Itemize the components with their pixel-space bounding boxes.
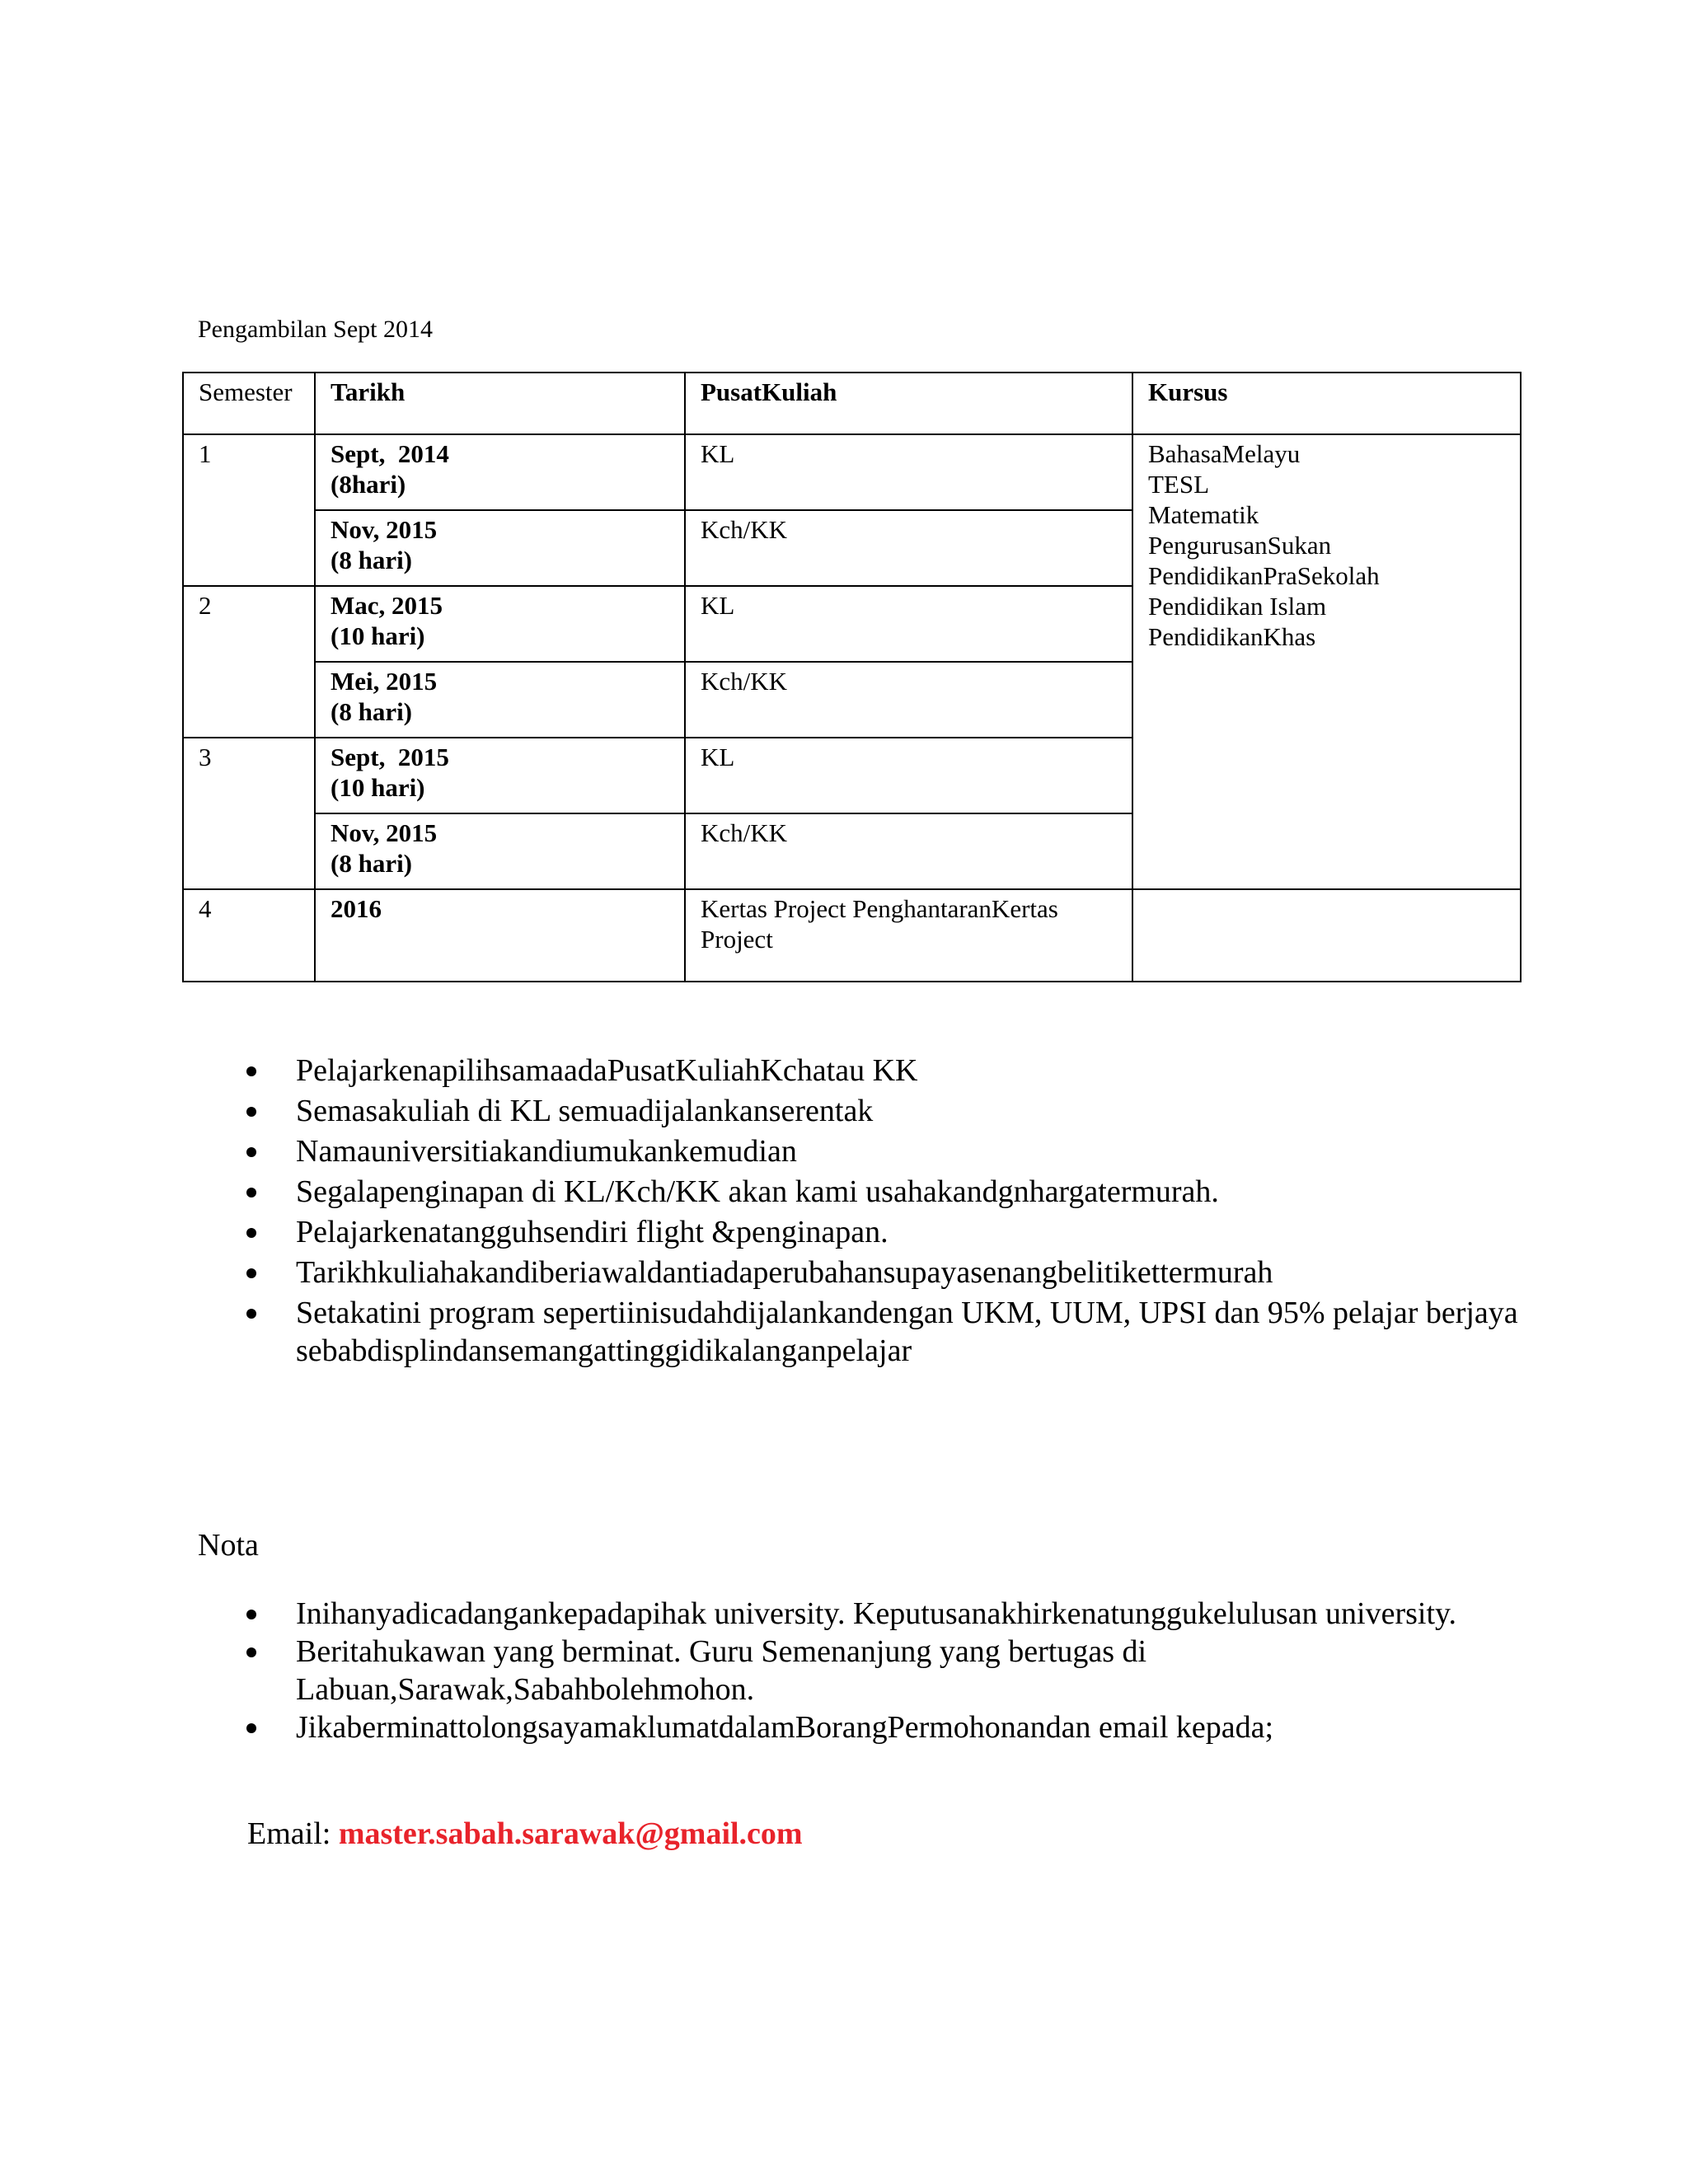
list-item [198, 1595, 1599, 1633]
course-item: BahasaMelayu [1148, 439, 1301, 468]
center-text: Project [701, 925, 773, 954]
bullet-icon [246, 1228, 256, 1238]
list-item [198, 1213, 1599, 1254]
date-cell: 2016 [315, 889, 685, 982]
semester-cell: 4 [183, 889, 315, 982]
courses-cell [1132, 434, 1521, 889]
semester-cell: 1 [183, 434, 315, 586]
date-text: Mac, 2015 [331, 591, 443, 620]
email-line [247, 1815, 803, 1853]
days-text: (8hari) [331, 470, 406, 499]
bullet-icon [246, 1309, 256, 1319]
email-address-link[interactable]: master.sabah.sarawak@gmail.com [338, 1816, 803, 1851]
schedule-table [182, 372, 1522, 982]
date-cell [315, 434, 685, 510]
semester-cell: 3 [183, 738, 315, 889]
center-cell: Kch/KK [685, 510, 1132, 586]
course-item: Matematik [1148, 500, 1259, 529]
date-text: Nov, 2015 [331, 818, 438, 847]
nota-heading: Nota [198, 1528, 259, 1563]
bullet-icon [246, 1647, 256, 1657]
list-item-text: Setakatini program sepertiinisudahdijalankandengan UKM, UUM, UPSI dan 95% pelajar berjaya sebabdisplindansemangattinggidikalanganpelajar [296, 1296, 1518, 1368]
center-cell: KL [685, 434, 1132, 510]
header-tarikh: Tarikh [315, 373, 685, 434]
bullet-icon [246, 1268, 256, 1278]
list-item [198, 1092, 1599, 1132]
list-item-text: Inihanyadicadangankepadapihak university. Keputusanakhirkenatunggukelulusan university. [296, 1596, 1457, 1631]
list-item [198, 1052, 1599, 1092]
date-text: Nov, 2015 [331, 515, 438, 544]
table-row [183, 434, 1521, 510]
list-item-text: JikaberminattolongsayamaklumatdalamBorangPermohonandan email kepada; [296, 1710, 1274, 1745]
bullet-icon [246, 1066, 256, 1076]
list-item-text: Namauniversitiakandiumukankemudian [296, 1134, 797, 1169]
list-item [198, 1633, 1599, 1708]
courses-cell-empty [1132, 889, 1521, 982]
date-cell [315, 813, 685, 889]
bullet-icon [246, 1147, 256, 1157]
date-text: Sept, 2014 [331, 439, 449, 468]
list-item-text: Segalapenginapan di KL/Kch/KK akan kami usahakandgnhargatermurah. [296, 1174, 1219, 1209]
list-item-text: Tarikhkuliahakandiberiawaldantiadaperubahansupayasenangbelitikettermurah [296, 1255, 1273, 1290]
date-cell [315, 662, 685, 738]
course-item: Pendidikan Islam [1148, 592, 1327, 621]
center-cell: Kch/KK [685, 813, 1132, 889]
list-item-text: Pelajarkenatangguhsendiri flight &penginapan. [296, 1215, 889, 1249]
list-item [198, 1132, 1599, 1173]
course-item: PengurusanSukan [1148, 531, 1332, 560]
bullet-icon [246, 1107, 256, 1117]
center-text: Kertas Project PenghantaranKertas [701, 894, 1058, 923]
course-item: TESL [1148, 470, 1210, 499]
table-caption: Pengambilan Sept 2014 [198, 316, 433, 343]
email-label: Email: [247, 1816, 331, 1851]
bullet-icon [246, 1723, 256, 1733]
days-text: (8 hari) [331, 546, 413, 574]
days-text: (8 hari) [331, 849, 413, 878]
course-item: PendidikanPraSekolah [1148, 561, 1380, 590]
list-item [198, 1708, 1599, 1746]
center-cell: KL [685, 586, 1132, 662]
list-item [198, 1173, 1599, 1213]
table-row [183, 889, 1521, 982]
days-text: (8 hari) [331, 697, 413, 726]
center-cell [685, 889, 1132, 982]
course-item: PendidikanKhas [1148, 622, 1316, 651]
date-cell [315, 510, 685, 586]
nota-bullet-list [198, 1595, 1599, 1746]
list-item-text: PelajarkenapilihsamaadaPusatKuliahKchatau KK [296, 1053, 918, 1088]
list-item [198, 1254, 1599, 1294]
header-pusat-kuliah: PusatKuliah [685, 373, 1132, 434]
center-cell: KL [685, 738, 1132, 813]
info-bullet-list [198, 1052, 1599, 1370]
days-text: (10 hari) [331, 773, 425, 802]
date-cell [315, 738, 685, 813]
list-item-text: Semasakuliah di KL semuadijalankanserentak [296, 1094, 874, 1128]
semester-cell: 2 [183, 586, 315, 738]
header-semester: Semester [183, 373, 315, 434]
date-cell [315, 586, 685, 662]
bullet-icon [246, 1188, 256, 1197]
center-cell: Kch/KK [685, 662, 1132, 738]
list-item-text: Beritahukawan yang berminat. Guru Semenanjung yang bertugas di Labuan,Sarawak,Sabahbolehmohon. [296, 1634, 1147, 1707]
bullet-icon [246, 1610, 256, 1619]
date-text: Mei, 2015 [331, 667, 438, 696]
days-text: (10 hari) [331, 621, 425, 650]
header-kursus: Kursus [1132, 373, 1521, 434]
table-header-row [183, 373, 1521, 434]
date-text: Sept, 2015 [331, 743, 449, 771]
list-item [198, 1294, 1599, 1370]
